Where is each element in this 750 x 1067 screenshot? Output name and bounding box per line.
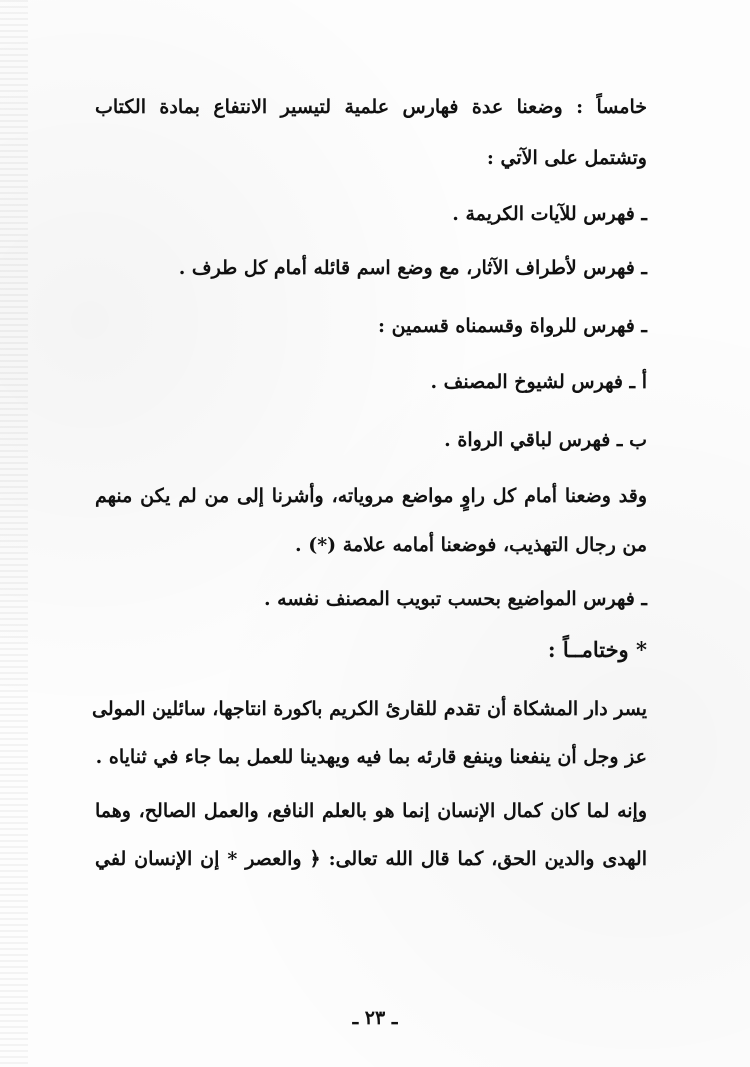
intro-line-1-text: وضعنا عدة فهارس علمية لتيسير الانتفاع بمادة الكتاب [95,96,563,118]
index-sub-item-a: أ ـ فهرس لشيوخ المصنف . [430,371,647,393]
index-item-verses: ـ فهرس للآيات الكريمة . [452,203,647,225]
conclusion-p2-line-2 [95,844,647,874]
page-number: ـ ٢٣ ـ [352,1007,398,1029]
index-item-topics: ـ فهرس المواضيع بحسب تبويب المصنف نفسه . [263,588,647,610]
conclusion-p2-line-1: وإنه لما كان كمال الإنسان إنما هو بالعلم النافع، والعمل الصالح، وهما [95,800,647,822]
intro-line-1 [95,92,647,122]
index-item-athar: ـ فهرس لأطراف الآثار، مع وضع اسم قائله أمام كل طرف . [178,257,647,279]
narrators-note-line-1: وقد وضعنا أمام كل راوٍ مواضع مروياته، وأشرنا إلى من لم يكن منهم [95,485,647,507]
index-item-narrators: ـ فهرس للرواة وقسمناه قسمين : [377,315,647,337]
conclusion-p1-line-1: يسر دار المشكاة أن تقدم للقارئ الكريم باكورة انتاجها، سائلين المولى [92,698,647,720]
scan-edge-shadow [0,0,28,1067]
conclusion-heading: * وختامــاً : [547,637,647,662]
index-sub-item-b: ب ـ فهرس لباقي الرواة . [444,429,647,451]
quran-quote: ﴿ والعصر * إن الإنسان لفي [95,848,321,870]
narrators-note-line-2: من رجال التهذيب، فوضعنا أمامه علامة (*) . [295,534,647,556]
intro-label: خامساً : [576,96,647,118]
conclusion-p2-line-2-text: الهدى والدين الحق، كما قال الله تعالى: [328,848,648,870]
conclusion-p1-line-2: عز وجل أن ينفعنا وينفع قارئه بما فيه ويهدينا للعمل بما جاء في ثناياه . [95,746,647,768]
intro-line-2: وتشتمل على الآتي : [486,147,647,169]
